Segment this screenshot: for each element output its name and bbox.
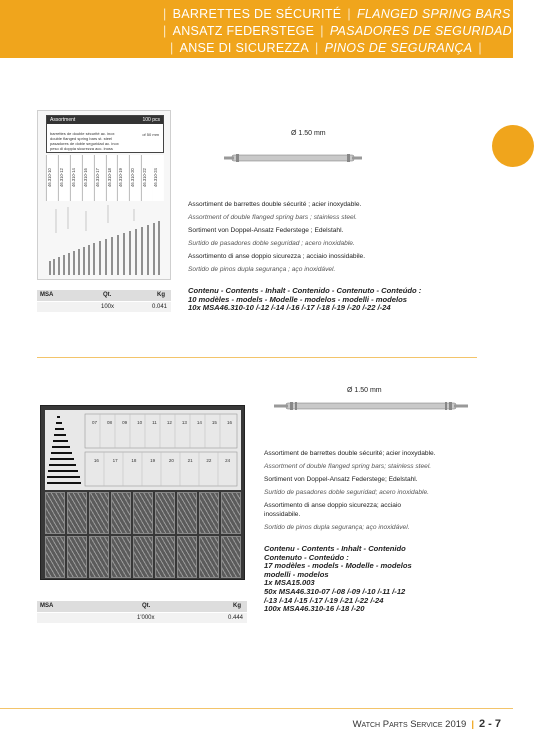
table-qty: 1'000x	[137, 615, 155, 621]
compartment-number: 14	[196, 420, 202, 425]
desc-fr: Assortiment de barrettes double sécurité; acier inoxydable.	[264, 450, 436, 457]
footer-divider	[0, 708, 513, 709]
compartment-number: 08	[107, 420, 113, 425]
header-es: PASADORES DE SEGURIDAD	[329, 24, 512, 38]
contents-line: Contenu - Contents - Inhalt - Contenido	[264, 544, 406, 553]
header-pt: PINOS DE SEGURANÇA	[324, 41, 473, 55]
diameter-2: Ø 1.50 mm	[347, 387, 382, 394]
product1-description	[188, 198, 365, 276]
tag: 46.310-12	[58, 155, 70, 201]
tag: 46.310-10	[46, 155, 58, 201]
table-kg: 0.444	[227, 615, 243, 621]
header-line-2: | ANSATZ FEDERSTEGE | PASADORES DE SEGURIDAD |	[163, 24, 522, 38]
header-it: ANSE DI SICUREZZA	[179, 41, 309, 55]
desc-de: Sortiment von Doppel-Ansatz Federstege; Edelstahl.	[264, 476, 418, 483]
table-qty: 100x	[101, 304, 115, 310]
desc-pt: Sortido de pinos dupla segurança ; aço inoxidável.	[188, 266, 336, 273]
product1-table	[37, 290, 171, 312]
desc-fr: Assortiment de barrettes double sécurité ; acier inoxydable.	[188, 201, 362, 208]
desc-en: Assortment of double flanged spring bars ; stainless steel.	[188, 214, 357, 221]
header-de: ANSATZ FEDERSTEGE	[172, 24, 315, 38]
compartment-number: 20	[168, 458, 174, 463]
tag: 46.310-20	[129, 155, 141, 201]
contents-line: 1x MSA15.003	[264, 578, 315, 588]
table-kg: 0.041	[151, 304, 167, 310]
box-text: barrettes de double sécurité ac. inox double flanged spring bars st. steel pasadores de doble seguridad ac. inox peso di doppia sicurezza acc. inoss	[50, 131, 119, 151]
footer-title: Watch Parts Service 2019	[352, 719, 467, 730]
table-header-ref: MSA	[40, 292, 54, 298]
desc-pt: Sortido de pinos dupla segurança; aço inoxidável.	[264, 524, 410, 531]
spring-bars-image	[46, 203, 164, 277]
product2-contents	[264, 545, 412, 614]
section-tab-marker	[492, 125, 534, 167]
tag: 46.310-14	[70, 155, 82, 201]
product2-bottom-numbers	[87, 458, 237, 463]
header-en: FLANGED SPRING BARS	[356, 7, 511, 21]
tag: 46.310-17	[94, 155, 106, 201]
product1-contents	[188, 287, 421, 313]
table-header-kg: Kg	[157, 292, 165, 298]
compartment-number: 12	[166, 420, 172, 425]
product1-tags	[46, 155, 164, 201]
tag: 46.310-16	[82, 155, 94, 201]
page-footer: Watch Parts Service 2019 | 2 - 7	[352, 718, 501, 730]
table-header-qty: Qt.	[142, 603, 151, 609]
header-fr: BARRETTES DE SÉCURITÉ	[172, 7, 342, 21]
compartment-number: 11	[152, 420, 157, 425]
header-line-3: | ANSE DI SICUREZZA | PINOS DE SEGURANÇA |	[170, 41, 482, 55]
spring-bar-drawing-1	[222, 150, 364, 166]
contents-line: 100x MSA46.310-16 /-18 /-20	[264, 604, 365, 614]
compartment-number: 13	[181, 420, 187, 425]
compartment-number: 18	[131, 458, 137, 463]
contents-line: Contenuto - Conteúdo :	[264, 552, 349, 562]
compartment-number: 17	[112, 458, 118, 463]
contents-line: 10 modèles - models - Modelle - modelos - modelli - modelos	[188, 294, 407, 304]
desc-en: Assortment of double flanged spring bars; stainless steel.	[264, 463, 432, 470]
compartment-number: 09	[122, 420, 128, 425]
compartment-number: 19	[150, 458, 156, 463]
tag: 46.310-18	[106, 155, 118, 201]
desc-it: Assortimento di anse doppio sicurezza; acciaio	[264, 502, 402, 509]
compartment-number: 21	[187, 458, 193, 463]
product2-top-numbers	[87, 420, 237, 425]
compartment-number: 16	[93, 458, 99, 463]
compartment-number: 24	[225, 458, 231, 463]
desc-es: Surtido de pasadores doble seguridad ; acero inoxidable.	[188, 240, 355, 247]
compartment-number: 15	[211, 420, 217, 425]
product1-box-label	[46, 115, 164, 153]
product2-tray-top	[45, 410, 241, 490]
compartment-number: 16	[226, 420, 232, 425]
product2-photo	[40, 405, 245, 580]
contents-line: modelli - modelos	[264, 569, 329, 579]
desc-it: Assortimento di anse doppio sicurezza ; acciaio inossidabile.	[188, 253, 366, 260]
table-header-qty: Qt.	[103, 292, 112, 298]
table-header-ref: MSA	[40, 603, 54, 609]
page-header	[0, 0, 522, 58]
box-length: of 50 mm	[142, 132, 159, 137]
page-number: 2 - 7	[478, 718, 501, 730]
contents-line: /-13 /-14 /-15 /-17 /-19 /-21 /-22 /-24	[264, 595, 384, 605]
contents-line: 50x MSA46.310-07 /-08 /-09 /-10 /-11 /-12	[264, 586, 406, 596]
tag: 46.310-19	[117, 155, 129, 201]
desc-it-cont: inossidabile.	[264, 511, 301, 518]
contents-line: 17 modèles - models - Modelle - modelos	[264, 561, 412, 571]
tag: 46.310-22	[141, 155, 153, 201]
box-count: 100 pcs	[142, 117, 160, 123]
contents-line: 10x MSA46.310-10 /-12 /-14 /-16 /-17 /-18 /-19 /-20 /-22 /-24	[188, 303, 391, 313]
box-title: Assortment	[50, 117, 76, 123]
compartment-number: 10	[137, 420, 143, 425]
product2-table	[37, 601, 247, 623]
product1-photo	[37, 110, 171, 280]
product2-compartments	[45, 492, 241, 578]
tag: 46.310-24	[153, 155, 164, 201]
compartment-number: 07	[92, 420, 98, 425]
product2-description	[264, 447, 484, 534]
section-divider	[37, 357, 477, 358]
desc-de: Sortiment von Doppel-Ansatz Federstege ; Edelstahl.	[188, 227, 344, 234]
diameter-1: Ø 1.50 mm	[291, 130, 326, 137]
table-header-kg: Kg	[233, 603, 241, 609]
contents-line: Contenu - Contents - Inhalt - Contenido - Contenuto - Conteúdo :	[188, 286, 422, 295]
spring-bar-drawing-2	[272, 398, 470, 414]
header-line-1: | BARRETTES DE SÉCURITÉ | FLANGED SPRING BARS |	[163, 7, 521, 21]
compartment-number: 22	[206, 458, 212, 463]
desc-es: Surtido de pasadores doble seguridad; acero inoxidable.	[264, 489, 429, 496]
